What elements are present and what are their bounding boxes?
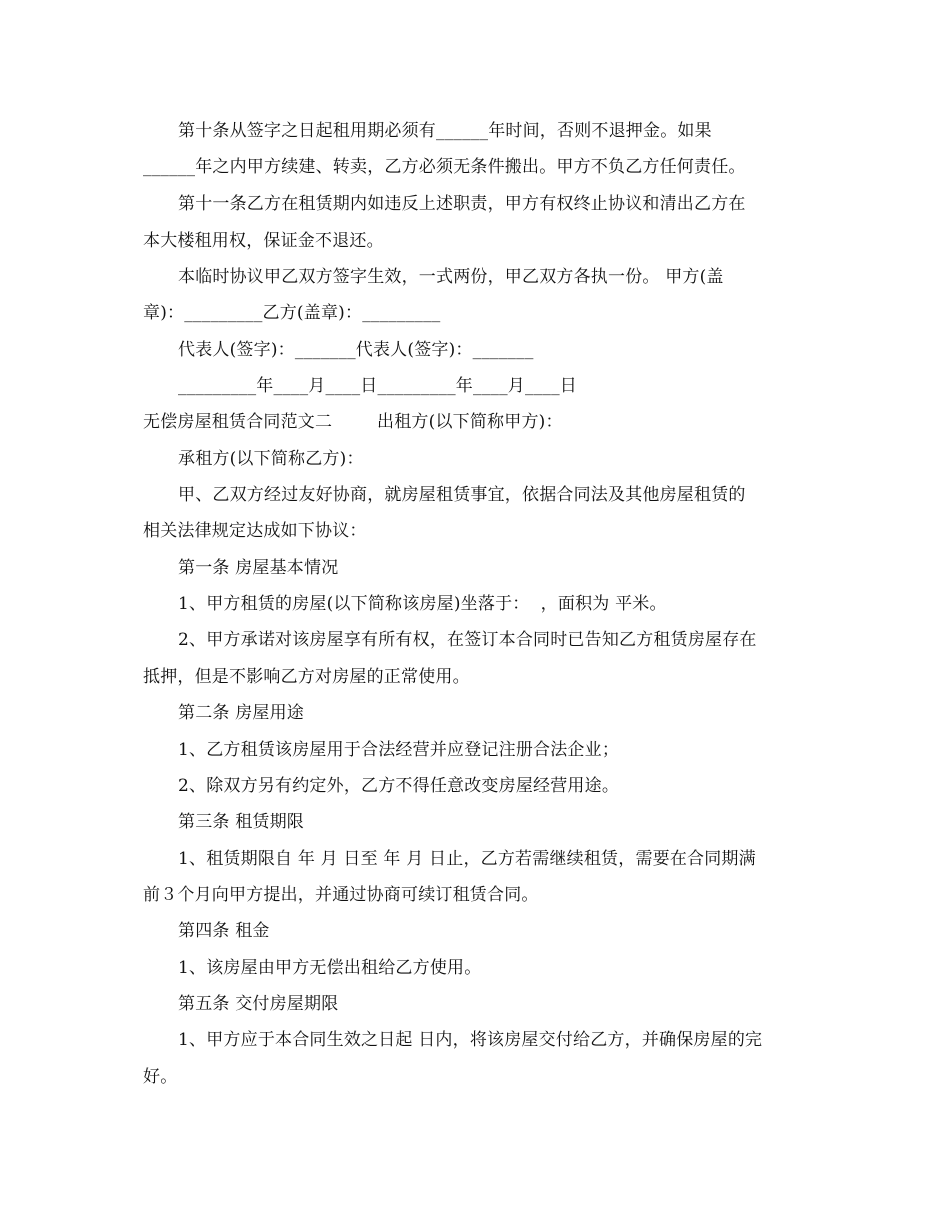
text-line: 章)：_________乙方(盖章)：_________ xyxy=(143,303,441,323)
text-line: 1、甲方租赁的房屋(以下简称该房屋)坐落于： ，面积为 平米。 xyxy=(178,594,667,614)
text-line: 1、该房屋由甲方无偿出租给乙方使用。 xyxy=(178,958,482,978)
article-heading: 第三条 租赁期限 xyxy=(178,812,305,832)
text-line: 代表人(签字)：_______代表人(签字)：_______ xyxy=(178,340,534,360)
text-line: 甲、乙双方经过友好协商，就房屋租赁事宜，依据合同法及其他房屋租赁的 xyxy=(178,485,746,505)
text-line: _________年____月____日_________年____月____日 xyxy=(178,376,577,396)
text-line: 好。 xyxy=(143,1067,178,1087)
text-line: 第十一条乙方在租赁期内如违反上述职责，甲方有权终止协议和清出乙方在 xyxy=(178,194,746,214)
article-heading: 第二条 房屋用途 xyxy=(178,703,305,723)
text-line: 2、除双方另有约定外，乙方不得任意改变房屋经营用途。 xyxy=(178,776,620,796)
article-heading: 第五条 交付房屋期限 xyxy=(178,994,339,1014)
article-heading: 第一条 房屋基本情况 xyxy=(178,558,339,578)
text-line: ______年之内甲方续建、转卖，乙方必须无条件搬出。甲方不负乙方任何责任。 xyxy=(143,157,746,177)
text-line: 1、租赁期限自 年 月 日至 年 月 日止，乙方若需继续租赁，需要在合同期满 xyxy=(178,849,756,869)
text-line: 相关法律规定达成如下协议： xyxy=(143,521,367,541)
text-line: 承租方(以下简称乙方)： xyxy=(178,449,364,469)
text-line: 1、乙方租赁该房屋用于合法经营并应登记注册合法企业； xyxy=(178,740,620,760)
text-line: 2、甲方承诺对该房屋享有所有权，在签订本合同时已告知乙方租赁房屋存在 xyxy=(178,630,757,650)
section-heading: 无偿房屋租赁合同范文二 出租方(以下简称甲方)： xyxy=(143,412,563,432)
text-line: 第十条从签字之日起租用期必须有______年时间，否则不退押金。如果 xyxy=(178,121,712,141)
text-line: 1、甲方应于本合同生效之日起 日内，将该房屋交付给乙方，并确保房屋的完 xyxy=(178,1030,763,1050)
text-line: 本临时协议甲乙双方签字生效，一式两份，甲乙双方各执一份。 甲方(盖 xyxy=(178,267,724,287)
text-line: 前３个月向甲方提出，并通过协商可续订租赁合同。 xyxy=(143,885,539,905)
text-line: 抵押，但是不影响乙方对房屋的正常使用。 xyxy=(143,667,470,687)
text-line: 本大楼租用权，保证金不退还。 xyxy=(143,231,384,251)
article-heading: 第四条 租金 xyxy=(178,921,270,941)
